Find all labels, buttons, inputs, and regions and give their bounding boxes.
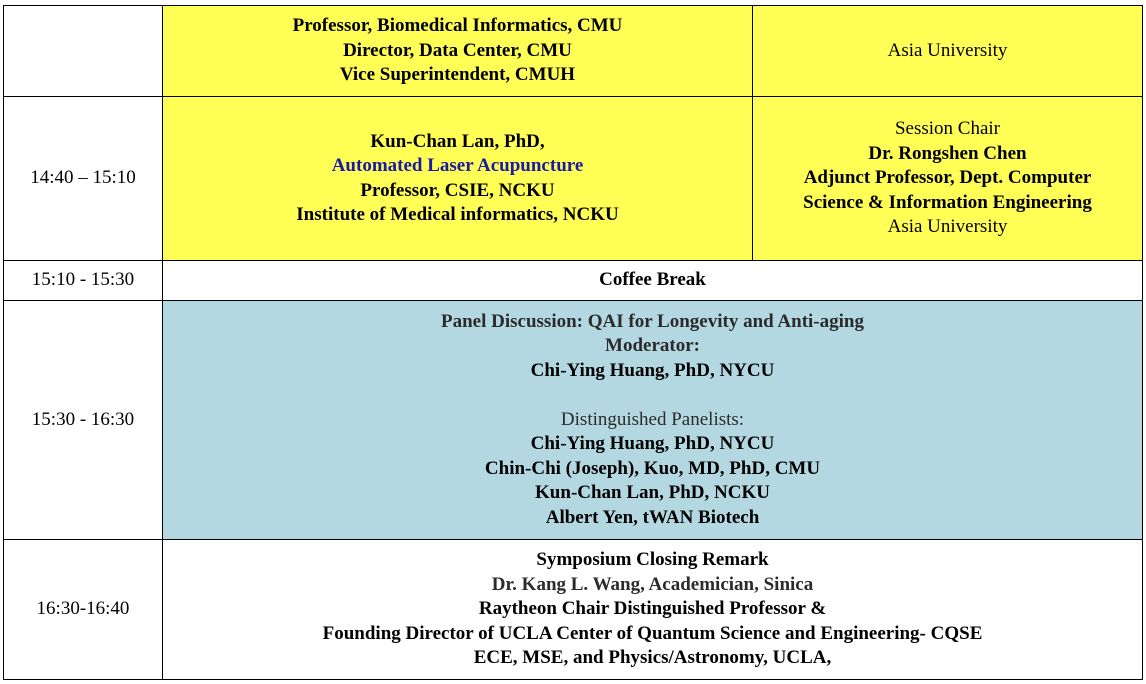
time-cell: 14:40 – 15:10	[4, 97, 163, 261]
panel-discussion-cell	[163, 301, 1143, 540]
speaker-cell	[163, 97, 753, 261]
time-cell: 15:30 - 16:30	[4, 301, 163, 540]
speaker-cell	[163, 6, 753, 97]
chair-title-line: Adjunct Professor, Dept. Computer	[803, 167, 1092, 189]
panelist-name: Chin-Chi (Joseph), Kuo, MD, PhD, CMU	[484, 457, 821, 479]
panelist-name: Kun-Chan Lan, PhD, NCKU	[535, 482, 770, 504]
talk-title-link[interactable]: Automated Laser Acupuncture	[331, 155, 584, 176]
speaker-title-line: Vice Superintendent, CMUH	[339, 64, 576, 86]
chair-org: Asia University	[887, 216, 1008, 238]
table-row	[4, 6, 1143, 97]
time-cell	[4, 6, 163, 97]
table-row	[4, 301, 1143, 540]
coffee-break-cell: Coffee Break	[163, 261, 1143, 301]
time-cell: 16:30-16:40	[4, 540, 163, 680]
time-cell: 15:10 - 15:30	[4, 261, 163, 301]
speaker-title-line: Institute of Medical informatics, NCKU	[296, 204, 619, 225]
speaker-title-line: Professor, CSIE, NCKU	[360, 179, 555, 201]
schedule-table	[3, 5, 1143, 680]
panel-heading: Panel Discussion: QAI for Longevity and Anti-aging	[441, 310, 864, 332]
closing-remark-cell	[163, 540, 1143, 680]
table-row	[4, 97, 1143, 261]
chair-cell	[753, 6, 1143, 97]
session-chair-label: Session Chair	[894, 118, 1001, 140]
panelist-name: Albert Yen, tWAN Biotech	[545, 506, 760, 528]
closing-heading: Symposium Closing Remark	[536, 549, 769, 571]
closing-title-line: ECE, MSE, and Physics/Astronomy, UCLA,	[473, 647, 832, 669]
chair-title-line: Science & Information Engineering	[803, 191, 1092, 213]
panelist-name: Chi-Ying Huang, PhD, NYCU	[530, 433, 775, 455]
panelists-label: Distinguished Panelists:	[560, 408, 745, 430]
speaker-title-line: Professor, Biomedical Informatics, CMU	[292, 15, 623, 37]
chair-org: Asia University	[887, 39, 1008, 61]
closing-title-line: Raytheon Chair Distinguished Professor &	[478, 598, 827, 620]
speaker-title-line: Director, Data Center, CMU	[343, 39, 572, 61]
moderator-label: Moderator:	[605, 335, 700, 357]
table-row	[4, 261, 1143, 301]
chair-name: Dr. Rongshen Chen	[868, 142, 1027, 164]
moderator-name: Chi-Ying Huang, PhD, NYCU	[530, 359, 775, 381]
spacer	[167, 383, 1138, 408]
closing-title-line: Founding Director of UCLA Center of Quantum Science and Engineering- CQSE	[322, 622, 983, 644]
speaker-name: Kun-Chan Lan, PhD,	[370, 130, 545, 152]
closing-speaker: Dr. Kang L. Wang, Academician, Sinica	[491, 573, 814, 595]
table-row	[4, 540, 1143, 680]
chair-cell	[753, 97, 1143, 261]
